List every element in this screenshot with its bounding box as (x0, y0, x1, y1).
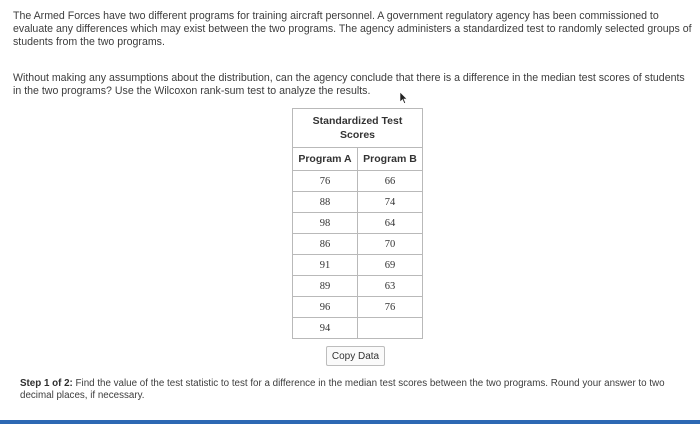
step-label: Step 1 of 2: (20, 378, 73, 389)
header-program-b: Program B (358, 148, 423, 171)
table-row (293, 255, 423, 276)
program-b-score: 66 (358, 171, 423, 192)
step-text: Find the value of the test statistic to test for a difference in the median test scores between the two programs. Round your answer to two decimal places, if necessary. (20, 378, 665, 401)
program-a-score: 98 (293, 213, 358, 234)
program-b-score: 69 (358, 255, 423, 276)
header-program-a: Program A (293, 148, 358, 171)
program-b-score: 70 (358, 234, 423, 255)
program-b-score: 76 (358, 297, 423, 318)
program-a-score: 91 (293, 255, 358, 276)
program-a-score: 96 (293, 297, 358, 318)
table-row (293, 171, 423, 192)
program-b-score: 63 (358, 276, 423, 297)
table-row (293, 234, 423, 255)
table-row (293, 192, 423, 213)
program-a-score: 86 (293, 234, 358, 255)
step-instruction (20, 378, 690, 402)
table-title-line1: Standardized Test (312, 115, 403, 127)
table-row (293, 276, 423, 297)
mouse-pointer-icon (397, 91, 409, 105)
problem-intro: The Armed Forces have two different programs for training aircraft personnel. A government regulatory agency has been commissioned to evaluate any differences which may exist between the two programs. The agency administers a standardized test to randomly selected groups of students from the two programs. (13, 10, 692, 48)
program-b-score: 64 (358, 213, 423, 234)
table-title-line2: Scores (339, 129, 376, 141)
program-a-score: 88 (293, 192, 358, 213)
bottom-accent-bar (0, 420, 700, 424)
table-row (293, 297, 423, 318)
copy-data-button[interactable]: Copy Data (326, 346, 385, 366)
program-a-score: 89 (293, 276, 358, 297)
table-row (293, 213, 423, 234)
program-a-score: 76 (293, 171, 358, 192)
program-b-score: 74 (358, 192, 423, 213)
problem-question: Without making any assumptions about the distribution, can the agency conclude that there is a difference in the median test scores of students in the two programs? Use the Wilcoxon rank-sum test to analyze the results. (13, 72, 685, 97)
table-title (293, 109, 423, 148)
program-a-score: 94 (293, 318, 358, 339)
table-row (293, 318, 423, 339)
scores-table (292, 108, 423, 339)
program-b-score (358, 318, 423, 339)
